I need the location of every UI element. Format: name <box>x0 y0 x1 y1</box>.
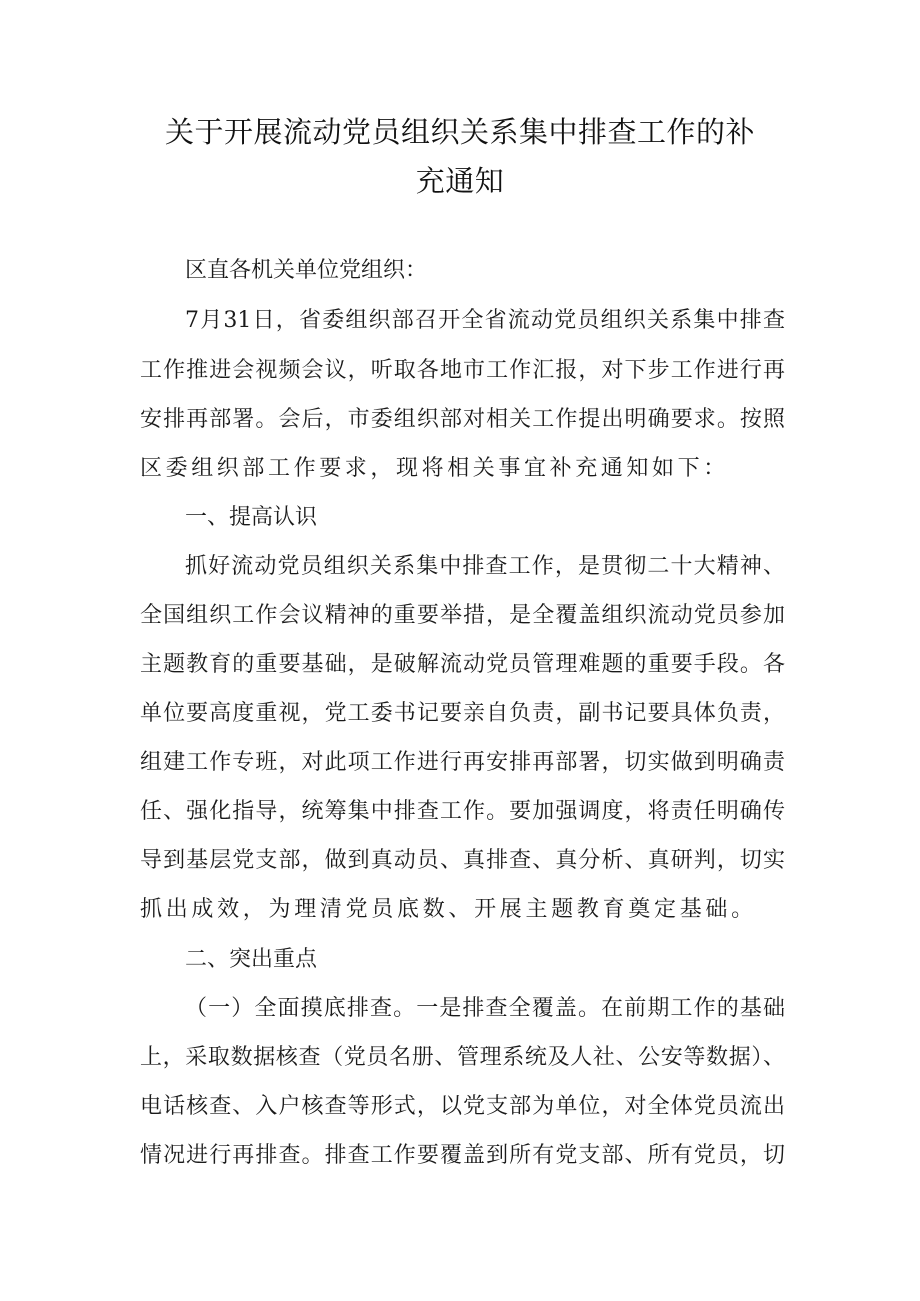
paragraph-line: 安排再部署。会后，市委组织部对相关工作提出明确要求。按照 <box>140 407 785 432</box>
paragraph-line: 情况进行再排查。排查工作要覆盖到所有党支部、所有党员，切 <box>140 1143 785 1168</box>
paragraph-line: 单位要高度重视，党工委书记要亲自负责，副书记要具体负责， <box>140 701 785 726</box>
paragraph-line: 组建工作专班，对此项工作进行再安排再部署，切实做到明确责 <box>140 750 785 775</box>
paragraph-line: 区委组织部工作要求，现将相关事宜补充通知如下： <box>140 456 729 481</box>
section-heading: 二、突出重点 <box>185 947 318 972</box>
paragraph-line: 电话核查、入户核查等形式，以党支部为单位，对全体党员流出 <box>140 1094 785 1119</box>
section-heading: 一、提高认识 <box>185 505 318 530</box>
paragraph-line: （一）全面摸底排查。一是排查全覆盖。在前期工作的基础 <box>185 996 785 1021</box>
salutation: 区直各机关单位党组织： <box>185 258 428 283</box>
paragraph-line: 全国组织工作会议精神的重要举措，是全覆盖组织流动党员参加 <box>140 603 785 628</box>
document-title-line-2: 充通知 <box>415 164 505 198</box>
paragraph-line: 导到基层党支部，做到真动员、真排查、真分析、真研判，切实 <box>140 848 785 873</box>
paragraph-line: 抓好流动党员组织关系集中排查工作，是贯彻二十大精神、 <box>185 554 785 579</box>
paragraph-line: 任、强化指导，统筹集中排查工作。要加强调度，将责任明确传 <box>140 799 785 824</box>
paragraph-line: 工作推进会视频会议，听取各地市工作汇报，对下步工作进行再 <box>140 358 785 383</box>
paragraph-line: 上，采取数据核查（党员名册、管理系统及人社、公安等数据）、 <box>140 1045 785 1070</box>
paragraph-line: 主题教育的重要基础，是破解流动党员管理难题的重要手段。各 <box>140 652 785 677</box>
document-title-line-1: 关于开展流动党员组织关系集中排查工作的补 <box>164 115 755 149</box>
paragraph-line: 7月31日，省委组织部召开全省流动党员组织关系集中排查 <box>185 308 785 333</box>
paragraph-line: 抓出成效，为理清党员底数、开展主题教育奠定基础。 <box>140 897 757 922</box>
